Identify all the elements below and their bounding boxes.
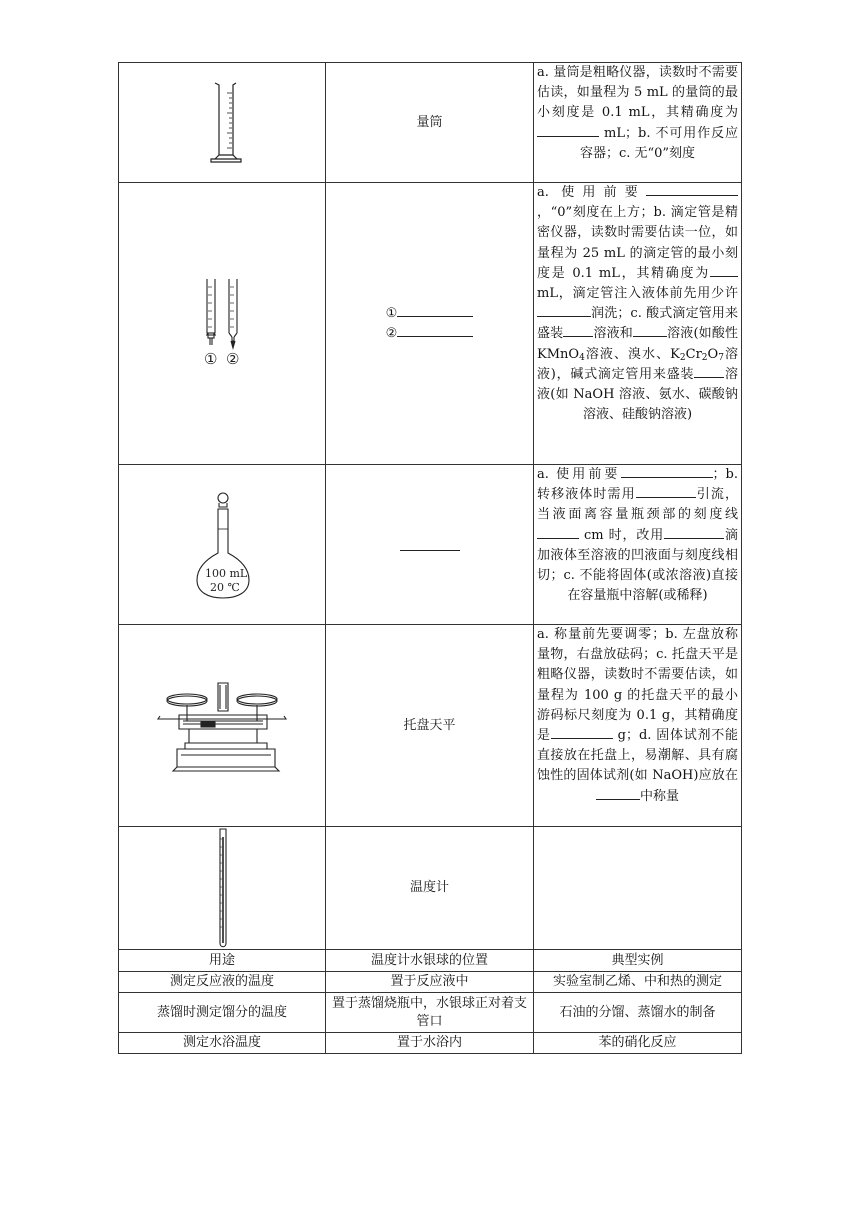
balance-figure — [119, 625, 326, 826]
flask-label-temp: 20 ℃ — [210, 581, 240, 594]
answer-blank[interactable] — [636, 485, 696, 498]
answer-blank[interactable] — [563, 324, 593, 337]
marker-two-label: ② — [385, 325, 398, 341]
usage-text: mL，滴定管注入液体前先用少许 — [537, 286, 738, 302]
thermometer-usage-empty — [534, 827, 741, 949]
usage-text: O — [707, 346, 719, 362]
usage-text: 滴加液体至溶液的凹液面与刻度线相切；c. 不能将固体(或浓溶液)直接在容量瓶中溶解(或稀释) — [537, 527, 738, 604]
burette-figure — [119, 183, 326, 464]
answer-blank[interactable] — [646, 183, 738, 196]
usage-text: 润洗；c. 酸式滴定管用来盛装 — [537, 306, 738, 342]
usage-text: 溶液(如 NaOH 溶液、氨水、碳酸钠溶液、硅酸钠溶液) — [537, 366, 738, 423]
flask-name-blank — [326, 465, 534, 624]
balance-name: 托盘天平 — [326, 625, 534, 826]
thermometer-icon — [119, 827, 326, 950]
cell-usage: 测定水浴温度 — [119, 1033, 326, 1053]
cell-usage: 蒸馏时测定馏分的温度 — [119, 993, 326, 1032]
cell-example: 石油的分馏、蒸馏水的制备 — [559, 1004, 716, 1020]
usage-text: a. 使用前要 — [537, 185, 646, 200]
header-example: 典型实例 — [611, 952, 664, 968]
cylinder-usage — [534, 63, 741, 182]
answer-blank[interactable] — [537, 124, 599, 137]
thermo-table-header — [118, 950, 742, 972]
row-balance — [118, 625, 742, 827]
usage-text: 引流，当液面离容量瓶颈部的刻度线 — [537, 487, 738, 523]
answer-blank[interactable] — [596, 787, 640, 800]
thermo-table-row — [118, 972, 742, 993]
marker-one: ① — [204, 350, 218, 368]
usage-text: cm 时，改用 — [579, 527, 665, 543]
row-graduated-cylinder — [118, 62, 742, 183]
marker-one-label: ① — [385, 305, 398, 321]
thermometer-figure — [119, 827, 326, 949]
cylinder-name: 量筒 — [326, 63, 534, 182]
cylinder-usage-text-2: mL；b. 不可用作反应容器；c. 无“0”刻度 — [579, 125, 738, 161]
instrument-table — [118, 62, 742, 1054]
balance-icon — [119, 625, 326, 827]
answer-blank[interactable] — [633, 324, 667, 337]
answer-blank[interactable] — [397, 304, 473, 317]
usage-text: g；d. 固体试剂不能直接放在托盘上，易潮解、具有腐蚀性的固体试剂(如 NaOH)应放在 — [537, 728, 738, 784]
usage-text: a. 称量前先要调零；b. 左盘放称量物，右盘放砝码；c. 托盘天平是粗略仪器，读数时不需要估读，如量程为 100 g 的托盘天平的最小游码标尺刻度为 0.1 g，其精确度是 — [537, 627, 738, 744]
usage-text: ；b. 转移液体时需用 — [537, 467, 738, 503]
answer-blank[interactable] — [664, 526, 724, 539]
thermometer-name: 温度计 — [326, 827, 534, 949]
flask-figure — [119, 465, 326, 624]
row-burette — [118, 183, 742, 465]
usage-text: 溶液)，碱式滴定管用来盛装 — [537, 346, 738, 382]
burette-name-blanks — [326, 183, 534, 464]
usage-text: a. 使用前要 — [537, 467, 621, 482]
subscript: 4 — [579, 352, 585, 363]
usage-text: 溶液和 — [593, 326, 633, 342]
subscript: 7 — [718, 352, 724, 363]
cell-example: 苯的硝化反应 — [598, 1035, 677, 1050]
usage-text: 中称量 — [639, 788, 679, 804]
answer-blank[interactable] — [537, 304, 591, 317]
usage-text: Cr — [685, 346, 702, 362]
answer-blank[interactable] — [621, 465, 713, 478]
usage-text: 溶液(如酸性 KMnO — [537, 326, 738, 362]
subscript: 2 — [679, 352, 686, 363]
answer-blank[interactable] — [537, 526, 579, 539]
burette-usage — [534, 183, 741, 464]
usage-text: ，“0”刻度在上方；b. 滴定管是精密仪器，读数时需要估读一位，如量程为 25 mL 的滴定管的最小刻度是 0.1 mL，其精确度为 — [537, 205, 738, 281]
thermo-table-row — [118, 1033, 742, 1054]
row-thermometer — [118, 827, 742, 950]
balance-usage — [534, 625, 741, 826]
answer-blank[interactable] — [400, 538, 460, 551]
header-usage: 用途 — [119, 950, 326, 971]
cylinder-figure — [119, 63, 326, 182]
answer-blank[interactable] — [710, 264, 738, 277]
row-volumetric-flask — [118, 465, 742, 625]
marker-two: ② — [226, 350, 240, 368]
graduated-cylinder-icon — [119, 63, 326, 184]
cell-position: 置于反应液中 — [326, 972, 534, 992]
answer-blank[interactable] — [694, 365, 724, 378]
answer-blank[interactable] — [397, 324, 473, 337]
header-position: 温度计水银球的位置 — [326, 950, 534, 971]
flask-usage — [534, 465, 741, 624]
cell-position: 置于蒸馏烧瓶中，水银球正对着支管口 — [326, 993, 534, 1032]
burette-icon — [119, 183, 326, 465]
flask-label-volume: 100 mL — [205, 567, 248, 580]
cylinder-usage-text-1: a. 量筒是粗略仪器，读数时不需要估读，如量程为 5 mL 的量筒的最小刻度是 0.1 mL，其精确度为 — [537, 65, 738, 121]
volumetric-flask-icon — [119, 465, 326, 625]
subscript: 2 — [701, 352, 708, 363]
usage-text: 溶液、溴水、K — [584, 346, 680, 362]
thermo-table-row — [118, 993, 742, 1033]
cell-example: 实验室制乙烯、中和热的测定 — [552, 974, 722, 989]
answer-blank[interactable] — [551, 726, 613, 739]
cell-position: 置于水浴内 — [326, 1033, 534, 1053]
cell-usage: 测定反应液的温度 — [119, 972, 326, 992]
